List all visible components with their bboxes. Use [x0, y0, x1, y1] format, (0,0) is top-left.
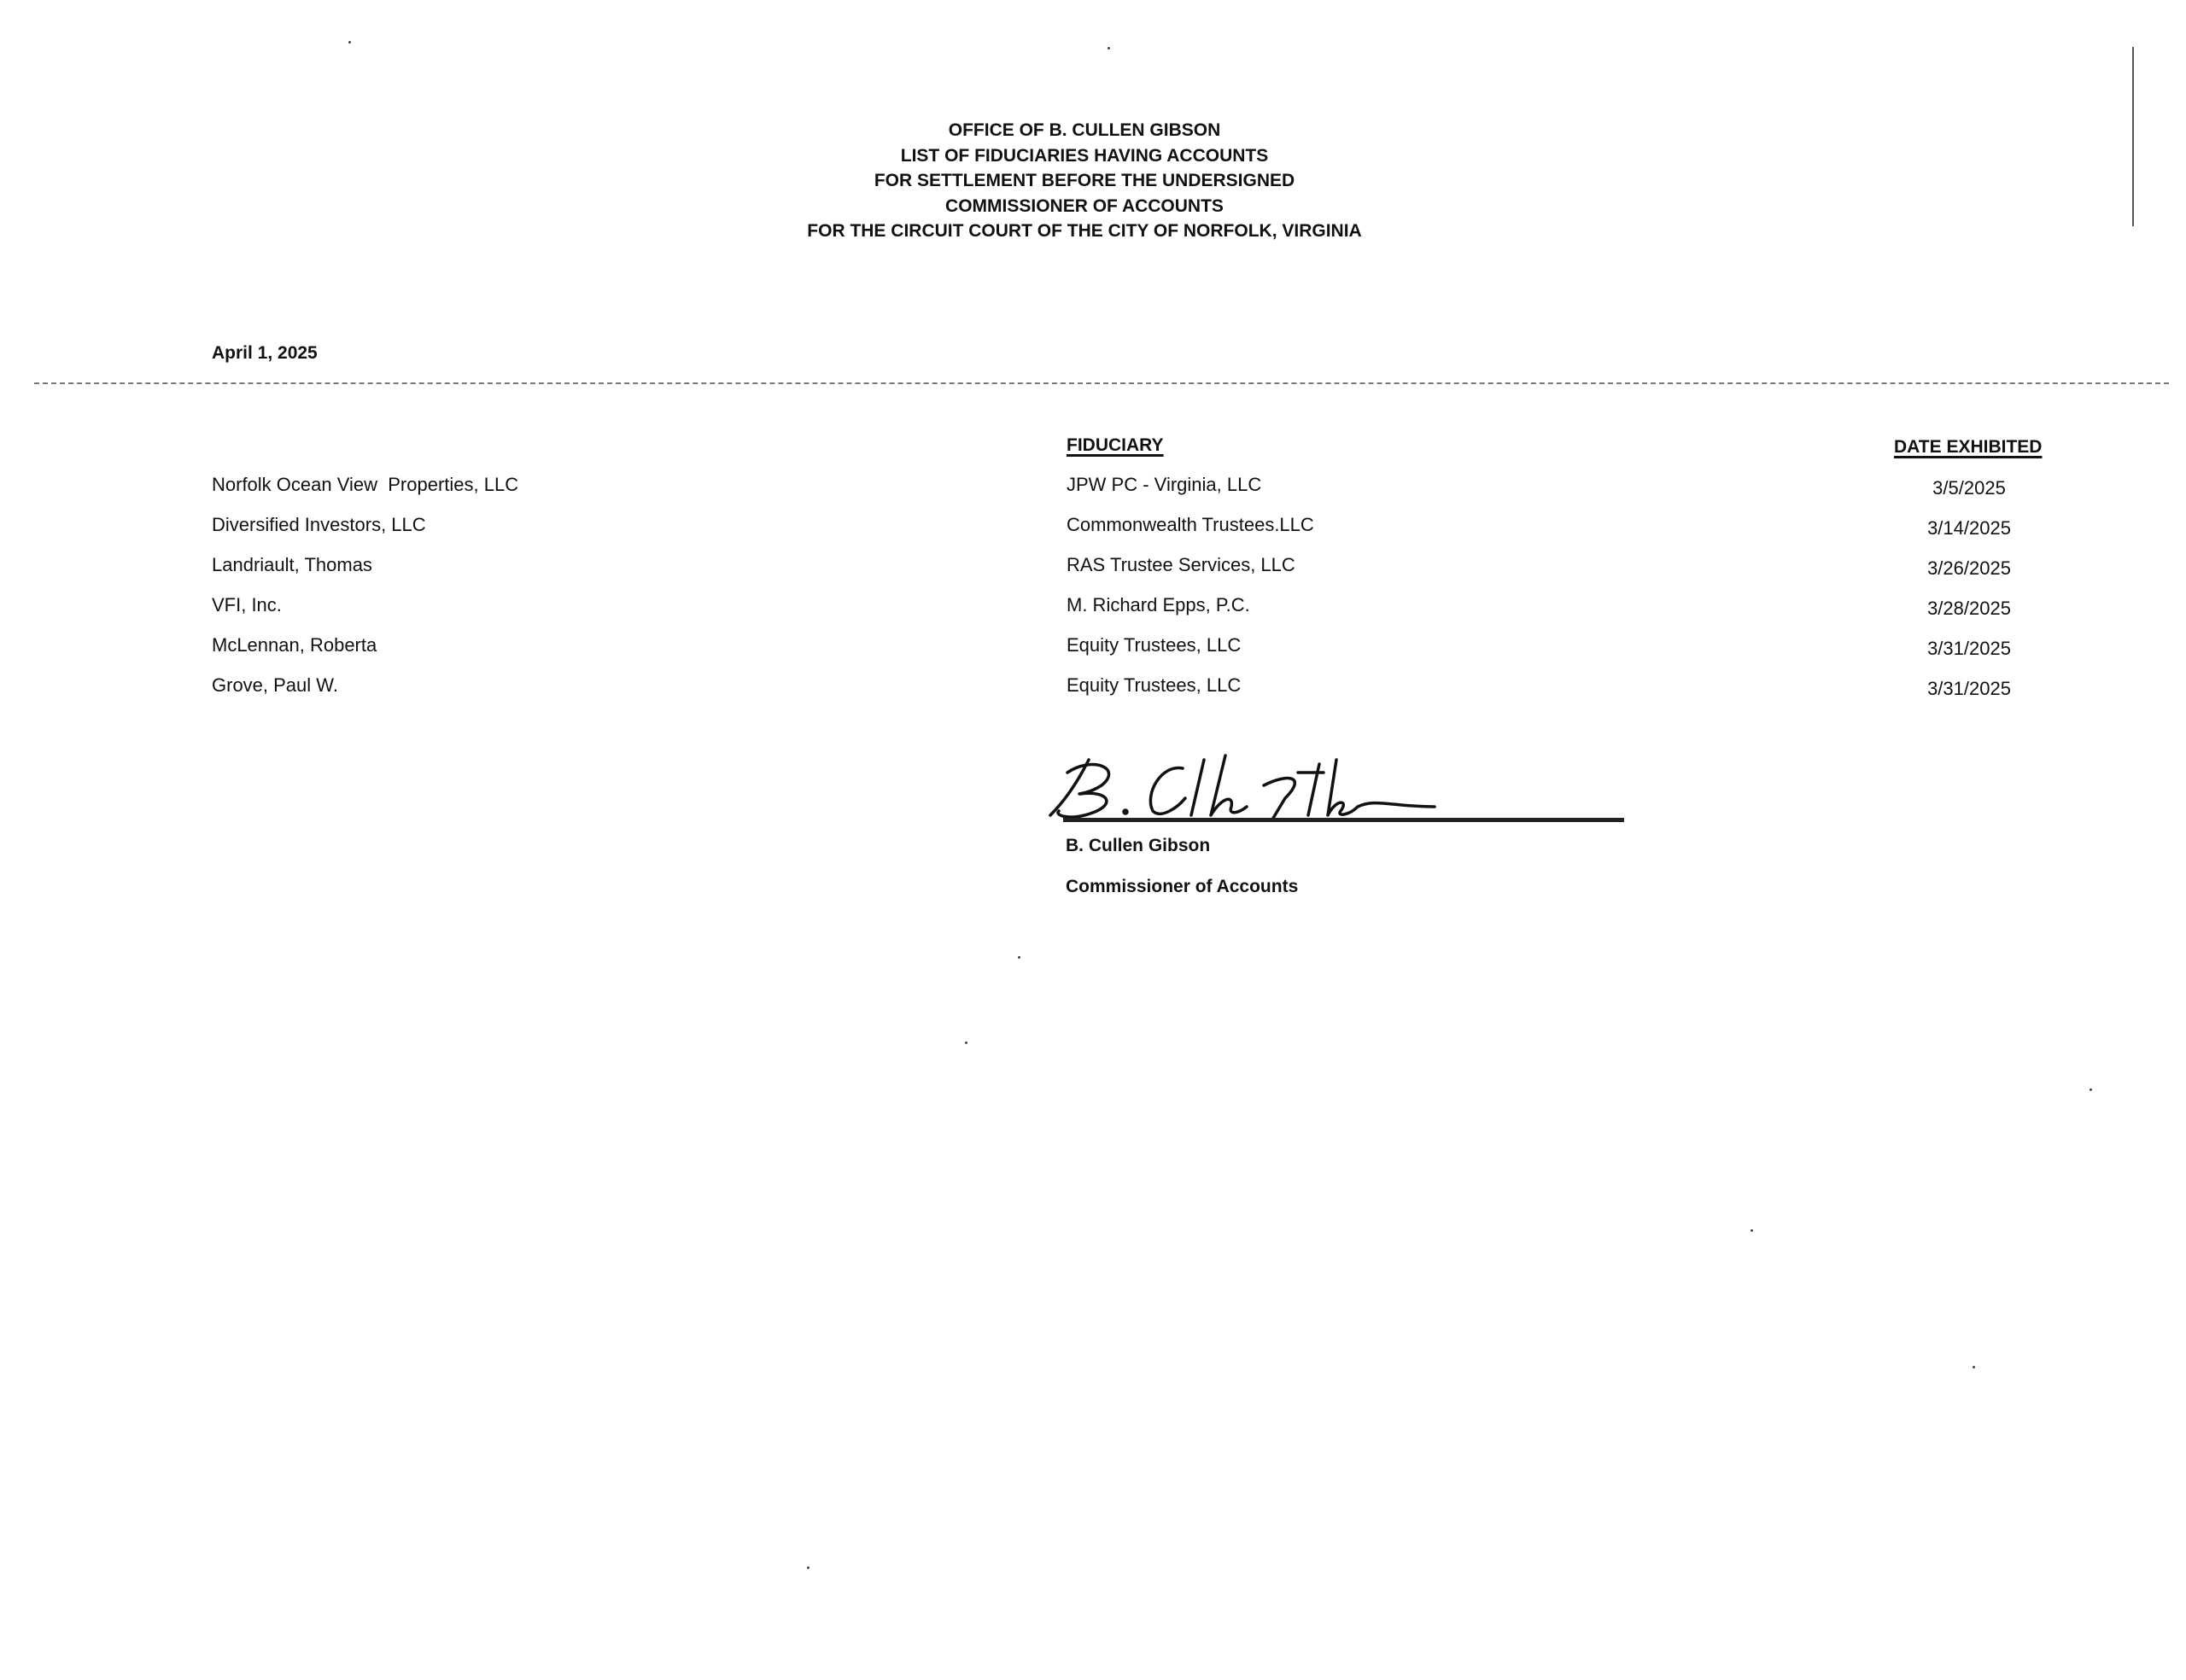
fiduciary-name: RAS Trustee Services, LLC: [1067, 554, 1295, 575]
fiduciary-name: Equity Trustees, LLC: [1067, 674, 1242, 696]
signature-line: [1063, 818, 1624, 822]
scan-edge-mark: [2132, 47, 2134, 226]
date-exhibited: 3/26/2025: [1927, 557, 2011, 579]
table-row: [0, 634, 2186, 660]
date-exhibited: 3/28/2025: [1927, 598, 2011, 619]
fiduciary-name: JPW PC - Virginia, LLC: [1067, 474, 1262, 495]
handwritten-signature: [1042, 747, 1452, 824]
table-row: [0, 514, 2186, 540]
speck: [1751, 1229, 1753, 1232]
speck: [2090, 1088, 2092, 1091]
table-row: [0, 554, 2186, 580]
date-exhibited: 3/31/2025: [1927, 678, 2011, 699]
speck: [348, 41, 351, 44]
date-exhibited: 3/5/2025: [1932, 477, 2006, 499]
date-exhibited: 3/14/2025: [1927, 517, 2011, 539]
estate-name: VFI, Inc.: [212, 594, 282, 615]
fiduciary-name: Equity Trustees, LLC: [1067, 634, 1242, 656]
speck: [807, 1566, 810, 1569]
header-line: OFFICE OF B. CULLEN GIBSON: [948, 120, 1221, 140]
date-exhibited-column-header: DATE EXHIBITED: [1894, 437, 2043, 457]
estate-name: McLennan, Roberta: [212, 634, 377, 656]
estate-name: Norfolk Ocean View Properties, LLC: [212, 474, 519, 495]
header-line: LIST OF FIDUCIARIES HAVING ACCOUNTS: [900, 145, 1269, 166]
table-row: [0, 474, 2186, 499]
divider: [34, 382, 2169, 384]
estate-name: Grove, Paul W.: [212, 674, 338, 696]
table-row: [0, 594, 2186, 620]
signer-name: B. Cullen Gibson: [1066, 836, 1211, 855]
fiduciary-name: Commonwealth Trustees.LLC: [1067, 514, 1314, 535]
speck: [965, 1041, 967, 1044]
table-row: [0, 674, 2186, 700]
header-line: COMMISSIONER OF ACCOUNTS: [945, 195, 1224, 216]
fiduciary-name: M. Richard Epps, P.C.: [1067, 594, 1250, 615]
speck: [1973, 1366, 1975, 1368]
speck: [1018, 956, 1020, 959]
header-line: FOR SETTLEMENT BEFORE THE UNDERSIGNED: [874, 171, 1295, 190]
header-line: FOR THE CIRCUIT COURT OF THE CITY OF NORFOLK, VIRGINIA: [807, 221, 1362, 241]
signer-title: Commissioner of Accounts: [1066, 877, 1299, 896]
fiduciary-column-header: FIDUCIARY: [1067, 435, 1164, 455]
document-date: April 1, 2025: [212, 343, 318, 363]
estate-name: Diversified Investors, LLC: [212, 514, 426, 535]
document-header: [0, 118, 2169, 244]
estate-name: Landriault, Thomas: [212, 554, 372, 575]
date-exhibited: 3/31/2025: [1927, 638, 2011, 659]
speck: [1108, 47, 1110, 50]
